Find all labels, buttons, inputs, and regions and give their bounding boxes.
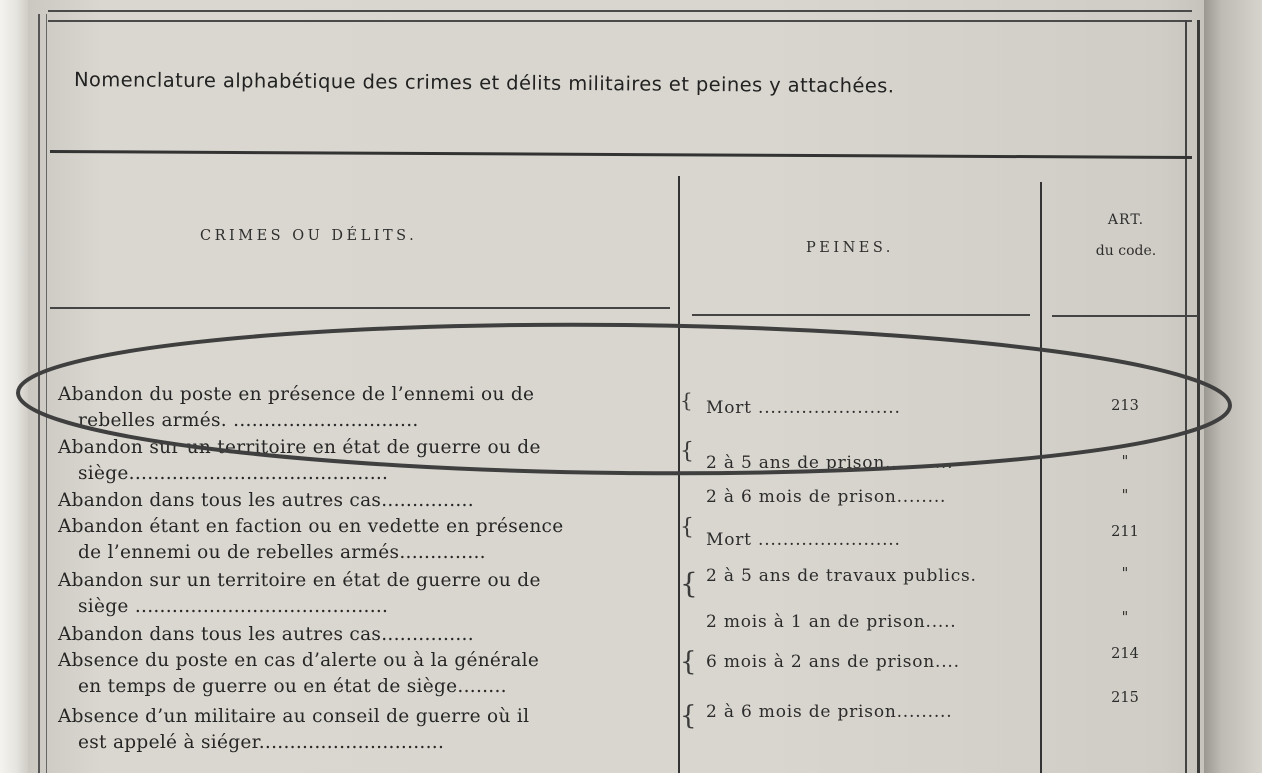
frame-top-rule [48,10,1192,22]
table-row-art: 214 [1111,646,1139,662]
table-row-crime [58,514,676,566]
table-row-crime [58,704,676,756]
header-rule-art [1052,315,1198,317]
header-peines: PEINES. [806,240,894,256]
table-row-art: " [1121,488,1129,504]
crime-line: Abandon sur un territoire en état de guerre ou de [58,437,541,458]
column-divider-2 [1040,182,1042,773]
table-row-crime [58,382,676,434]
table-row-peine: Mort ....................... [706,530,901,550]
crime-line: Abandon étant en faction ou en vedette en présence [58,516,564,537]
crime-line: Abandon dans tous les autres cas............... [58,490,474,511]
table-row-art: " [1121,610,1129,626]
table-row-crime [58,622,676,648]
header-art-line1: ART. [1107,212,1145,228]
brace-icon: { [680,567,698,600]
brace-icon: { [680,515,694,540]
table-row-peine: 2 à 6 mois de prison........ [706,487,947,507]
table-row-peine: 2 mois à 1 an de prison..... [706,612,957,632]
table-row-art: 213 [1111,398,1139,414]
page-right-shadow [1204,0,1262,773]
column-divider-1 [678,176,680,773]
crime-line-continued: est appelé à siéger.............................. [78,732,445,753]
title-separator-rule [50,150,1192,159]
table-row-crime [58,568,676,620]
table-row-peine: 6 mois à 2 ans de prison.... [706,652,960,672]
brace-icon: { [680,701,697,731]
document-title: Nomenclature alphabétique des crimes et délits militaires et peines y attachées. [73,68,895,98]
frame-left-rule [38,14,47,773]
table-row-art: 211 [1111,524,1139,540]
crime-line: Absence du poste en cas d’alerte ou à la générale [58,650,540,671]
table-row-art: " [1121,566,1129,582]
crime-line: Abandon du poste en présence de l’ennemi ou de [58,384,535,405]
page-left-margin [0,0,28,773]
brace-icon: { [680,388,693,412]
crime-line-continued: siège ......................................... [78,596,389,617]
crime-line: Absence d’un militaire au conseil de guerre où il [58,706,530,727]
table-row-crime [58,435,676,487]
table-row-peine: Mort ....................... [706,398,901,418]
header-art-line2: du code. [1095,243,1157,259]
crime-line-continued: de l’ennemi ou de rebelles armés.............. [78,542,486,563]
header-art [1058,198,1194,260]
table-row-crime [58,488,676,514]
table-row-peine: 2 à 5 ans de prison........... [706,453,954,473]
crime-line-continued: siège.......................................... [78,463,389,484]
crime-line: Abandon sur un territoire en état de guerre ou de [58,570,541,591]
brace-icon: { [680,647,697,677]
table-row-art: 215 [1111,690,1139,706]
header-crimes: CRIMES OU DÉLITS. [200,228,418,244]
header-rule-peines [692,314,1030,316]
table-row-crime [58,648,676,700]
table-row-peine: 2 à 6 mois de prison......... [706,702,953,722]
brace-icon: { [680,439,694,464]
crime-line-continued: en temps de guerre ou en état de siège........ [78,676,507,697]
table-row-art: " [1121,454,1129,470]
table-row-peine: 2 à 5 ans de travaux publics. [706,566,977,586]
header-rule-crimes [50,307,670,309]
crime-line: Abandon dans tous les autres cas............... [58,624,474,645]
crime-line-continued: rebelles armés. .............................. [78,410,419,431]
